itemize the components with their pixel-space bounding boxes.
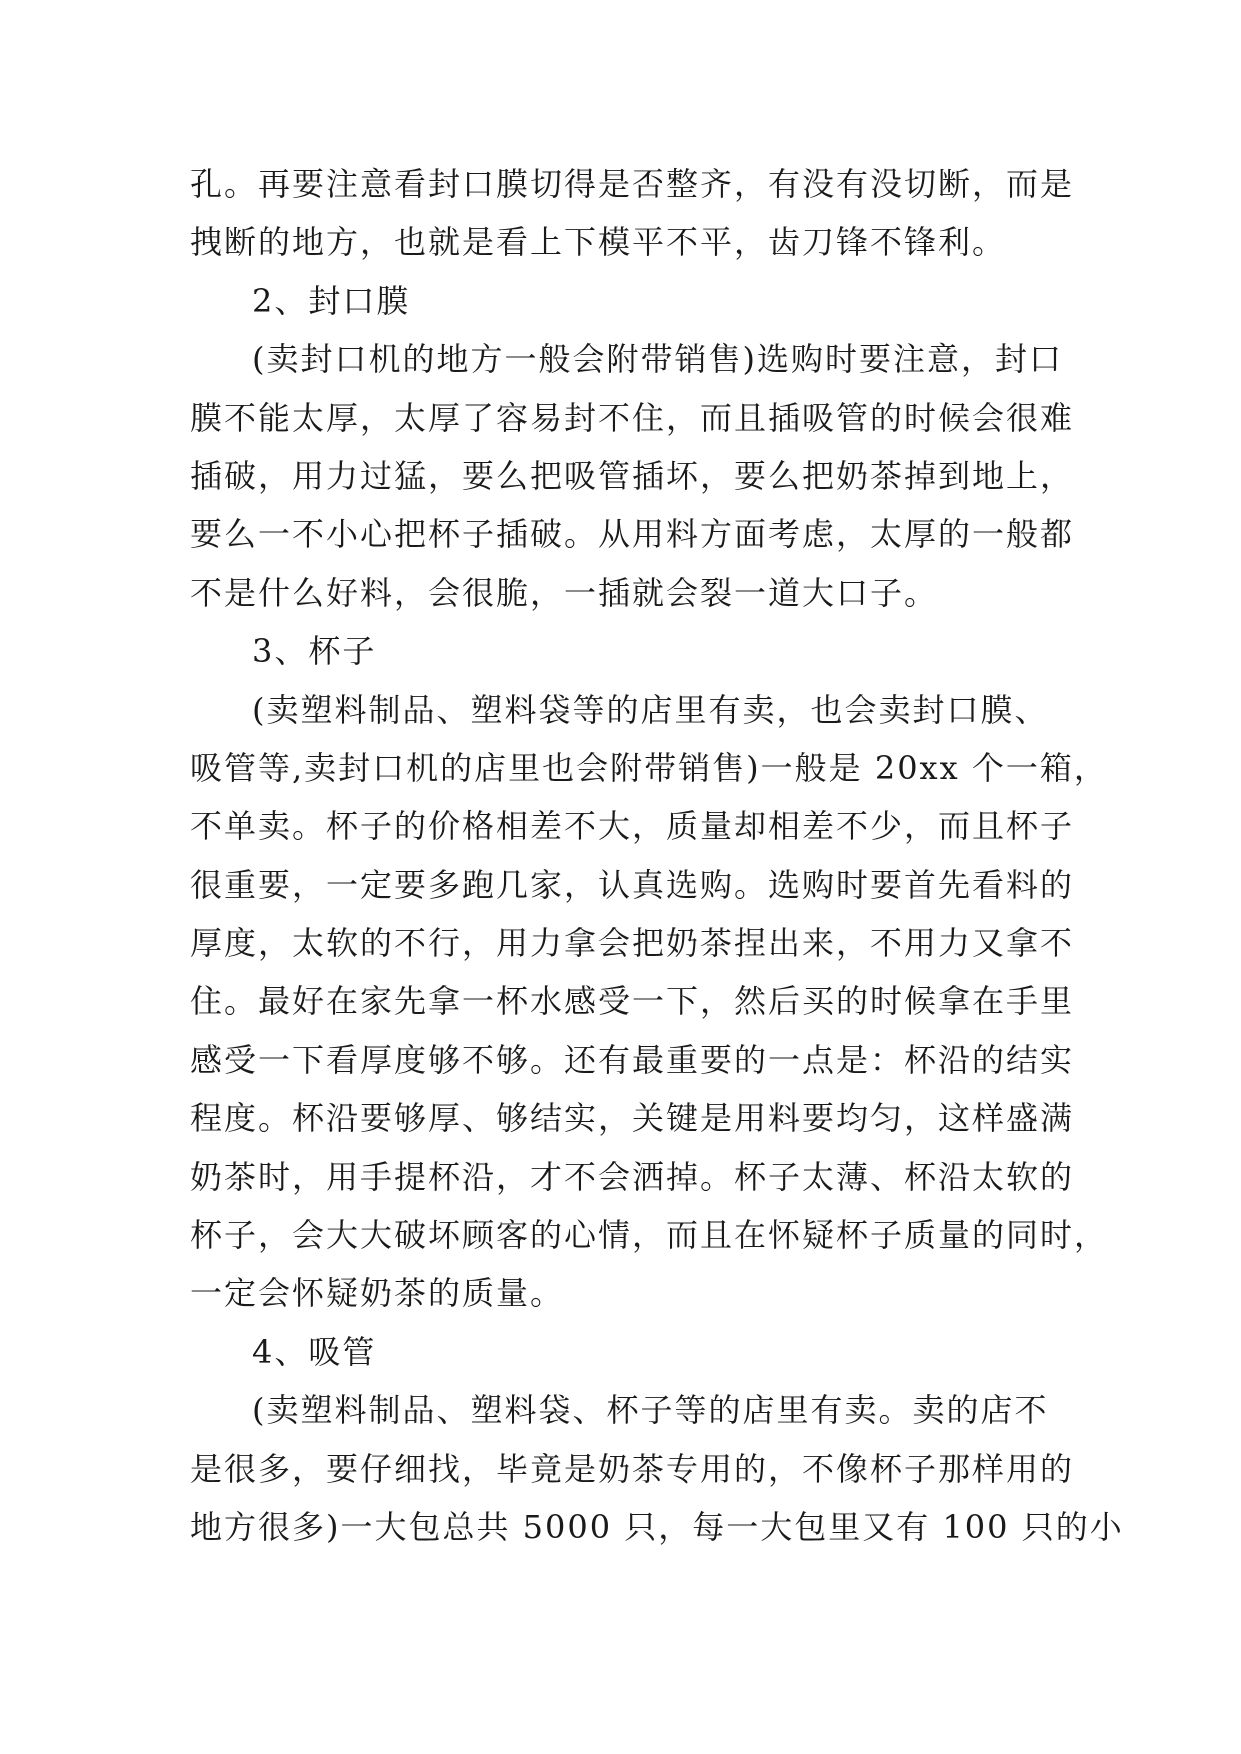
text-line: 不是什么好料，会很脆，一插就会裂一道大口子。 — [190, 573, 939, 612]
text-line: 住。最好在家先拿一杯水感受一下，然后买的时候拿在手里 — [190, 982, 1075, 1021]
text-line: 不单卖。杯子的价格相差不大，质量却相差不少，而且杯子 — [190, 807, 1075, 846]
text-line: 孔。再要注意看封口膜切得是否整齐，有没有没切断，而是 — [190, 165, 1075, 203]
text-line: 厚度，太软的不行，用力拿会把奶茶捏出来，不用力又拿不 — [190, 924, 1075, 963]
text-line: 吸管等,卖封口机的店里也会附带销售)一般是 20xx 个一箱， — [190, 748, 1108, 787]
text-line: 程度。杯沿要够厚、够结实，关键是用料要均匀，这样盛满 — [190, 1099, 1075, 1138]
document-body — [190, 155, 1124, 1556]
text-line: 4、吸管 — [252, 1332, 377, 1371]
text-line: 拽断的地方，也就是看上下模平不平，齿刀锋不锋利。 — [190, 223, 1007, 262]
text-line: 插破，用力过猛，要么把吸管插坏，要么把奶茶掉到地上， — [190, 456, 1075, 495]
text-line: 要么一不小心把杯子插破。从用料方面考虑，太厚的一般都 — [190, 515, 1075, 554]
text-line: (卖封口机的地方一般会附带销售)选购时要注意，封口 — [252, 340, 1063, 379]
text-line: (卖塑料制品、塑料袋等的店里有卖，也会卖封口膜、 — [252, 690, 1049, 729]
text-line: 感受一下看厚度够不够。还有最重要的一点是：杯沿的结实 — [190, 1040, 1075, 1079]
text-line: 很重要，一定要多跑几家，认真选购。选购时要首先看料的 — [190, 865, 1075, 904]
text-line: 是很多，要仔细找，毕竟是奶茶专用的，不像杯子那样用的 — [190, 1449, 1075, 1488]
text-line: 杯子，会大大破坏顾客的心情，而且在怀疑杯子质量的同时， — [190, 1216, 1109, 1255]
text-line: 奶茶时，用手提杯沿，才不会洒掉。杯子太薄、杯沿太软的 — [190, 1157, 1075, 1196]
text-line: (卖塑料制品、塑料袋、杯子等的店里有卖。卖的店不 — [252, 1391, 1049, 1430]
text-line: 2、封口膜 — [252, 281, 411, 320]
text-line: 一定会怀疑奶茶的质量。 — [190, 1274, 565, 1313]
text-line: 膜不能太厚，太厚了容易封不住，而且插吸管的时候会很难 — [190, 398, 1075, 437]
text-line: 地方很多)一大包总共 5000 只，每一大包里又有 100 只的小 — [190, 1507, 1124, 1546]
text-line: 3、杯子 — [252, 632, 377, 671]
